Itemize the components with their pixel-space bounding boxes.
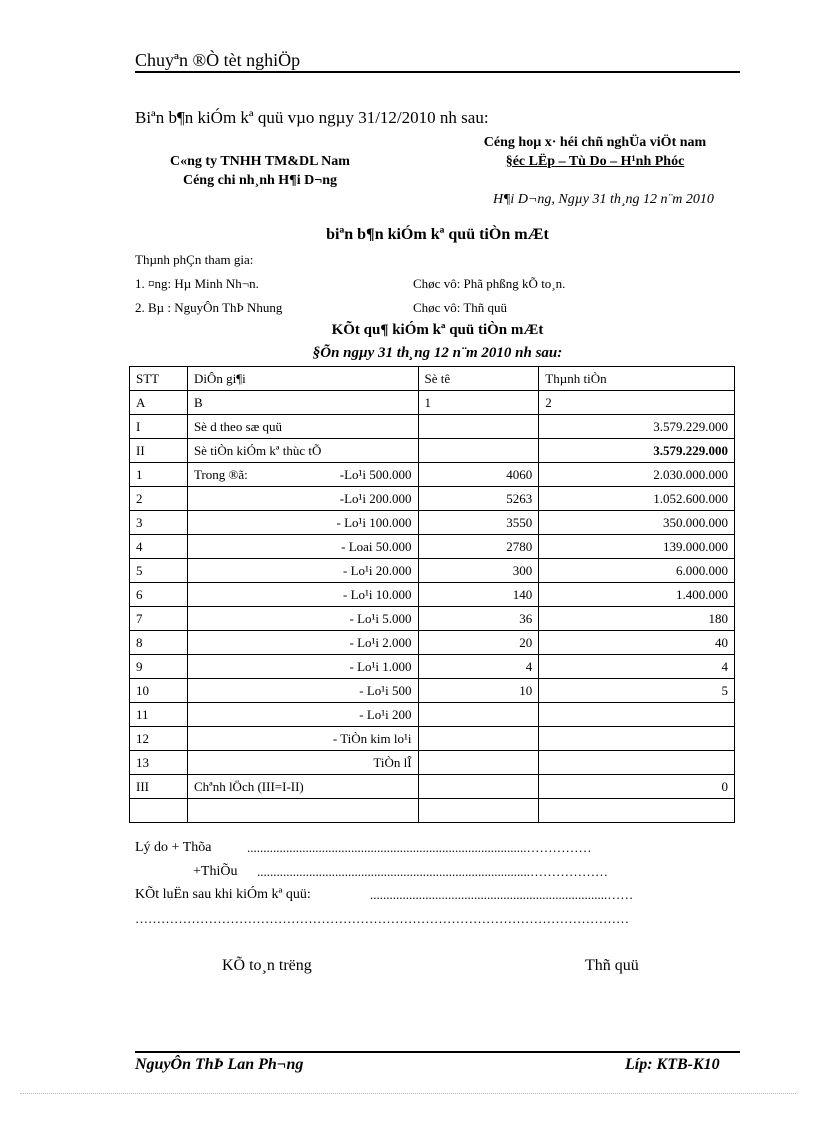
row-amount: 139.000.000 [539, 535, 735, 559]
row-description: - Lo¹i 10.000 [187, 583, 418, 607]
republic-motto: §éc LËp – Tù Do – H¹nh Phóc [505, 154, 685, 169]
table-row [130, 535, 735, 559]
table-row [130, 607, 735, 631]
conclusion-label: KÕt luËn sau khi kiÓm kª quü: [135, 887, 311, 902]
reason-shortage-label: +ThiÕu [193, 864, 238, 879]
table-row [130, 679, 735, 703]
members-label: Thµnh phÇn tham gia: [135, 252, 254, 267]
code-count: 1 [418, 391, 539, 415]
table-row [130, 463, 735, 487]
table-row [130, 631, 735, 655]
member-1-position: Chøc vô: Phã phßng kÕ to¸n. [413, 276, 566, 291]
row-stt: 6 [130, 583, 188, 607]
cash-count-table [129, 366, 735, 823]
signature-cashier: Thñ quü [585, 957, 639, 974]
row-stt: 5 [130, 559, 188, 583]
row-count [418, 415, 539, 439]
table-row [130, 655, 735, 679]
row-count: 10 [418, 679, 539, 703]
row-amount [539, 727, 735, 751]
row-description: - Lo¹i 500 [187, 679, 418, 703]
table-row [130, 559, 735, 583]
row-amount: 2.030.000.000 [539, 463, 735, 487]
row-stt: 7 [130, 607, 188, 631]
row-amount: 3.579.229.000 [539, 439, 735, 463]
row-stt: 13 [130, 751, 188, 775]
result-title: KÕt qu¶ kiÓm kª quü tiÒn mÆt [331, 322, 544, 338]
place-date: H¶i D¬ng, Ngµy 31 th¸ng 12 n¨m 2010 [493, 192, 714, 207]
row-description: - Lo¹i 1.000 [187, 655, 418, 679]
row-count: 300 [418, 559, 539, 583]
table-row [130, 415, 735, 439]
row-description [187, 463, 418, 487]
row-stt: III [130, 775, 188, 799]
table-row [130, 439, 735, 463]
table-code-row [130, 391, 735, 415]
reason-excess-dots: ......................................................................................…………… [247, 840, 592, 855]
member-2-name: 2. Bµ : NguyÔn ThÞ Nhung [135, 300, 283, 315]
conclusion-dots-line: …………………………………………………………………………………………………… [135, 911, 629, 926]
row-amount: 40 [539, 631, 735, 655]
row-amount: 1.400.000 [539, 583, 735, 607]
company-branch: Céng chi nh¸nh H¶i D¬ng [182, 173, 338, 188]
signature-chief-accountant: KÕ to¸n trëng [222, 957, 312, 974]
row-description-text: -Lo¹i 500.000 [339, 466, 412, 482]
company-name: C«ng ty TNHH TM&DL Nam [170, 154, 350, 169]
reason-excess-label: Lý do + Thõa [135, 840, 212, 855]
row-description: Sè tiÒn kiÓm kª thùc tÕ [187, 439, 418, 463]
table-row [130, 775, 735, 799]
row-count: 4 [418, 655, 539, 679]
table-header-row [130, 367, 735, 391]
row-count: 5263 [418, 487, 539, 511]
header-stt: STT [130, 367, 188, 391]
row-amount: 350.000.000 [539, 511, 735, 535]
row-count [418, 775, 539, 799]
row-count [418, 703, 539, 727]
row-amount: 4 [539, 655, 735, 679]
intro-text: Biªn b¶n kiÓm kª quü vµo ngµy 31/12/2010 nh sau: [135, 108, 489, 127]
table-row [130, 751, 735, 775]
footer-rule [135, 1051, 740, 1053]
table-row-empty [130, 799, 735, 823]
member-1-name: 1. ¤ng: Hµ Minh Nh¬n. [135, 276, 259, 291]
row-count: 36 [418, 607, 539, 631]
footer-author: NguyÔn ThÞ Lan Ph¬ng [135, 1056, 304, 1073]
header-count: Sè tê [418, 367, 539, 391]
row-count [418, 439, 539, 463]
document-title: biªn b¶n kiÓm kª quü tiÒn mÆt [326, 226, 549, 243]
row-stt: 8 [130, 631, 188, 655]
row-amount: 5 [539, 679, 735, 703]
row-stt: 12 [130, 727, 188, 751]
page-header-title: Chuyªn ®Ò tèt nghiÖp [135, 50, 301, 70]
row-stt: 4 [130, 535, 188, 559]
row-count: 4060 [418, 463, 539, 487]
table-row [130, 487, 735, 511]
row-stt: II [130, 439, 188, 463]
row-amount: 1.052.600.000 [539, 487, 735, 511]
row-count: 140 [418, 583, 539, 607]
row-description: - Lo¹i 2.000 [187, 631, 418, 655]
row-description: - Lo¹i 100.000 [187, 511, 418, 535]
row-amount: 6.000.000 [539, 559, 735, 583]
row-stt: 11 [130, 703, 188, 727]
footer-class: Líp: KTB-K10 [625, 1056, 720, 1073]
reason-shortage-dots: ....................................................................................……………… [257, 864, 608, 879]
header-description: DiÔn gi¶i [187, 367, 418, 391]
row-amount [539, 751, 735, 775]
row-count: 2780 [418, 535, 539, 559]
header-amount: Thµnh tiÒn [539, 367, 735, 391]
row-stt: 10 [130, 679, 188, 703]
row-count: 3550 [418, 511, 539, 535]
row-description: Sè d theo sæ quü [187, 415, 418, 439]
table-row [130, 703, 735, 727]
row-description: Chªnh lÖch (III=I-II) [187, 775, 418, 799]
row-count [418, 751, 539, 775]
code-description: B [187, 391, 418, 415]
republic-name: Céng hoµ x· héi chñ nghÜa viÖt nam [483, 135, 707, 150]
row-stt: I [130, 415, 188, 439]
row-amount: 0 [539, 775, 735, 799]
code-stt: A [130, 391, 188, 415]
header-rule [135, 71, 740, 73]
row-stt: 1 [130, 463, 188, 487]
table-row [130, 511, 735, 535]
row-description: - Lo¹i 20.000 [187, 559, 418, 583]
page-edge [20, 1093, 796, 1094]
row-description: -Lo¹i 200.000 [187, 487, 418, 511]
row-count: 20 [418, 631, 539, 655]
row-description: - TiÒn kim lo¹i [187, 727, 418, 751]
row-amount [539, 703, 735, 727]
row-stt: 2 [130, 487, 188, 511]
row-amount: 3.579.229.000 [539, 415, 735, 439]
row-description: - Lo¹i 5.000 [187, 607, 418, 631]
member-2-position: Chøc vô: Thñ quü [413, 300, 508, 315]
conclusion-dots: .........................................................................…… [370, 887, 634, 902]
row-description-prefix: Trong ®ã: [193, 466, 248, 482]
row-description: - Loai 50.000 [187, 535, 418, 559]
table-row [130, 583, 735, 607]
row-stt: 3 [130, 511, 188, 535]
code-amount: 2 [539, 391, 735, 415]
row-count [418, 727, 539, 751]
table-row [130, 727, 735, 751]
row-description: - Lo¹i 200 [187, 703, 418, 727]
row-description: TiÒn lÎ [187, 751, 418, 775]
result-subtitle: §Õn ngµy 31 th¸ng 12 n¨m 2010 nh sau: [312, 345, 563, 361]
row-stt: 9 [130, 655, 188, 679]
row-amount: 180 [539, 607, 735, 631]
